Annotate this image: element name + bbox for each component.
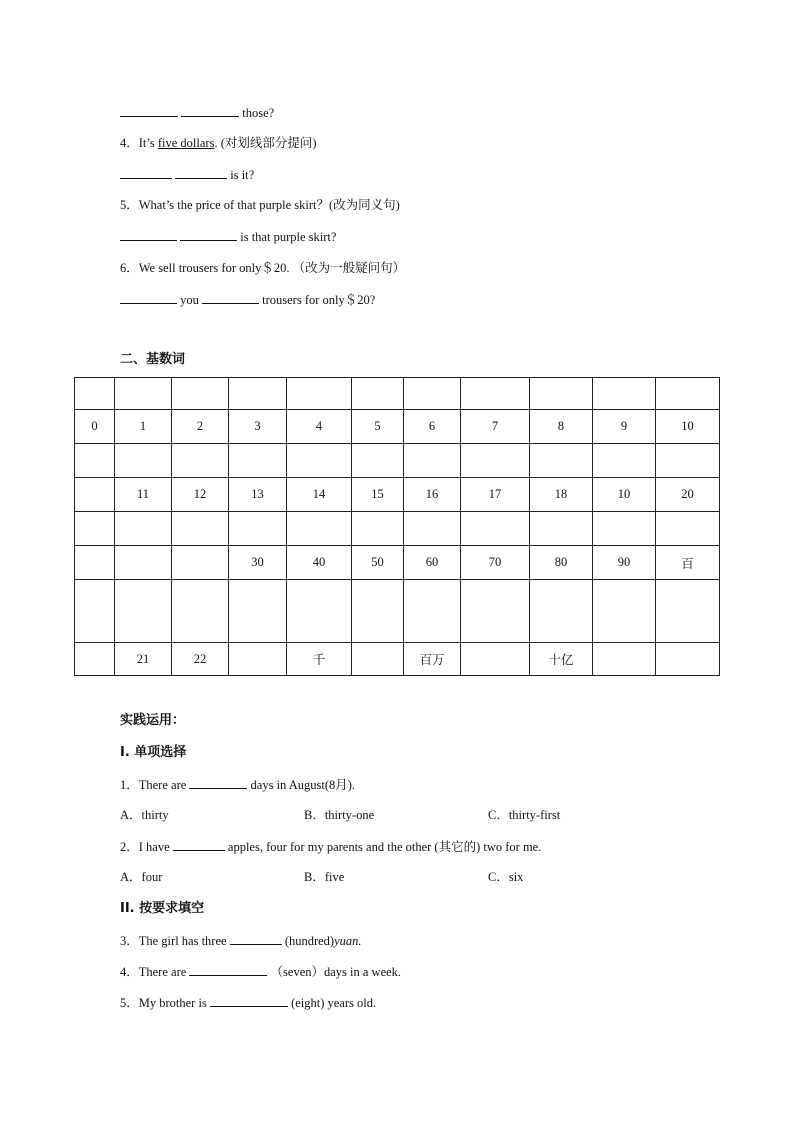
blank-cell[interactable] [172,580,229,643]
question-3-tail: those? [242,106,275,120]
number-cell: 11 [115,478,172,512]
number-cell [352,643,404,676]
number-cell [461,643,530,676]
table-row [75,512,720,546]
practice-title: 实践运用： [120,713,186,728]
number-cell [656,643,720,676]
question-6: 6．We sell trousers for only＄20. （改为一般疑问句） [120,261,406,275]
blank-cell[interactable] [287,580,352,643]
number-cell [75,478,115,512]
table-row [75,546,720,580]
table-row [75,444,720,478]
question-hint: (hundred) [284,934,335,948]
number-cell: 9 [593,410,656,444]
number-cell: 60 [404,546,461,580]
question-4 [120,135,317,151]
blank-cell[interactable] [115,378,172,410]
number-cell: 80 [530,546,593,580]
number-cell: 10 [593,478,656,512]
part-ii-title: II. 按要求填空 [120,901,205,916]
number-cell: 百万 [404,643,461,676]
part-i-title: I. 单项选择 [120,745,187,760]
blank-cell[interactable] [593,378,656,410]
number-cell: 0 [75,410,115,444]
question-text: 2．I have [120,840,170,854]
blank-cell[interactable] [656,512,720,546]
question-3-answer-line [120,104,274,121]
number-cell: 16 [404,478,461,512]
question-6-answer-line [120,291,375,308]
number-cell: 5 [352,410,404,444]
number-cell: 15 [352,478,404,512]
number-cell: 12 [172,478,229,512]
blank-cell[interactable] [287,444,352,478]
blank[interactable] [202,291,259,304]
answer-word: you [180,293,199,307]
number-cell [172,546,229,580]
blank[interactable] [189,963,267,976]
table-row [75,478,720,512]
blank-cell[interactable] [115,512,172,546]
number-cell: 2 [172,410,229,444]
blank-cell[interactable] [229,444,287,478]
blank[interactable] [120,228,177,241]
fill-question-5 [120,994,376,1011]
blank-cell[interactable] [352,512,404,546]
option-a[interactable]: A．thirty [120,808,169,822]
question-text: (eight) years old. [291,996,377,1010]
table-row [75,580,720,643]
blank[interactable] [173,838,225,851]
number-cell: 10 [656,410,720,444]
number-cell: 6 [404,410,461,444]
option-c[interactable]: C．thirty-first [488,808,561,822]
answer-tail: is that purple skirt? [240,230,337,244]
number-cell: 百 [656,546,720,580]
blank[interactable] [180,228,237,241]
blank-cell[interactable] [75,580,115,643]
italic-word: yuan. [334,934,362,948]
blank-cell[interactable] [593,512,656,546]
blank[interactable] [181,104,239,117]
blank-cell[interactable] [656,378,720,410]
option-b[interactable]: B．five [304,870,345,884]
question-text: 4．There are [120,965,187,979]
blank-cell[interactable] [656,444,720,478]
blank-cell[interactable] [287,512,352,546]
number-cell: 7 [461,410,530,444]
blank[interactable] [210,994,288,1007]
question-text: 1．There are [120,778,187,792]
answer-tail: is it? [230,168,255,182]
section-title: 二、基数词 [120,352,186,367]
table-row [75,643,720,676]
number-cell: 22 [172,643,229,676]
answer-tail: trousers for only＄20? [262,293,376,307]
blank[interactable] [230,932,282,945]
blank-cell[interactable] [530,512,593,546]
question-5: 5．What’s the price of that purple skirt？(改为同义句) [120,198,400,212]
question-text: 3．The girl has three [120,934,227,948]
number-cell: 8 [530,410,593,444]
question-4-answer-line [120,166,254,183]
number-cell: 千 [287,643,352,676]
number-cell [593,643,656,676]
blank-cell[interactable] [656,580,720,643]
blank-cell[interactable] [461,580,530,643]
blank-cell[interactable] [229,378,287,410]
blank-cell[interactable] [352,378,404,410]
blank-cell[interactable] [404,512,461,546]
blank-cell[interactable] [530,378,593,410]
question-text: days in August(8月). [250,778,356,792]
number-cell: 1 [115,410,172,444]
blank-cell[interactable] [229,580,287,643]
number-cell [229,643,287,676]
number-cell: 70 [461,546,530,580]
question-5-answer-line [120,228,336,245]
blank-cell[interactable] [461,444,530,478]
number-cell: 14 [287,478,352,512]
number-cell: 50 [352,546,404,580]
underlined-phrase: five dollars [157,136,215,150]
blank[interactable] [175,166,227,179]
number-cell [75,546,115,580]
blank-cell[interactable] [530,444,593,478]
blank[interactable] [120,104,178,117]
table-row [75,378,720,410]
number-cell: 90 [593,546,656,580]
blank[interactable] [120,291,177,304]
blank-cell[interactable] [404,580,461,643]
question-text: apples, four for my parents and the other (其它的) two for me. [227,840,542,854]
number-cell: 21 [115,643,172,676]
number-cell [115,546,172,580]
question-number: 4． [120,136,139,150]
blank-cell[interactable] [461,512,530,546]
blank-cell[interactable] [229,512,287,546]
blank-cell[interactable] [75,378,115,410]
blank-cell[interactable] [75,512,115,546]
mc-question-1 [120,776,355,793]
option-c[interactable]: C．six [488,870,524,884]
number-cell: 18 [530,478,593,512]
number-cell: 十亿 [530,643,593,676]
number-cell: 40 [287,546,352,580]
blank-cell[interactable] [352,580,404,643]
question-text: 5．My brother is [120,996,207,1010]
number-cell: 3 [229,410,287,444]
blank-cell[interactable] [461,378,530,410]
blank-cell[interactable] [593,444,656,478]
blank-cell[interactable] [172,512,229,546]
blank[interactable] [120,166,172,179]
question-text: It’s [138,136,158,150]
blank-cell[interactable] [172,378,229,410]
blank-cell[interactable] [530,580,593,643]
number-cell [75,643,115,676]
blank[interactable] [189,776,247,789]
blank-cell[interactable] [115,580,172,643]
mc-question-2 [120,838,541,855]
number-cell: 4 [287,410,352,444]
blank-cell[interactable] [75,444,115,478]
blank-cell[interactable] [404,378,461,410]
blank-cell[interactable] [352,444,404,478]
blank-cell[interactable] [115,444,172,478]
number-cell: 17 [461,478,530,512]
option-b[interactable]: B．thirty-one [304,808,375,822]
cardinal-numbers-table [74,377,720,676]
number-cell: 20 [656,478,720,512]
number-cell: 30 [229,546,287,580]
blank-cell[interactable] [287,378,352,410]
table-row [75,410,720,444]
blank-cell[interactable] [593,580,656,643]
fill-question-3 [120,932,362,949]
question-instruction: . (对划线部分提问) [214,136,317,150]
number-cell: 13 [229,478,287,512]
option-a[interactable]: A．four [120,870,163,884]
fill-question-4 [120,963,401,980]
blank-cell[interactable] [404,444,461,478]
blank-cell[interactable] [172,444,229,478]
question-text: （seven）days in a week. [270,965,402,979]
